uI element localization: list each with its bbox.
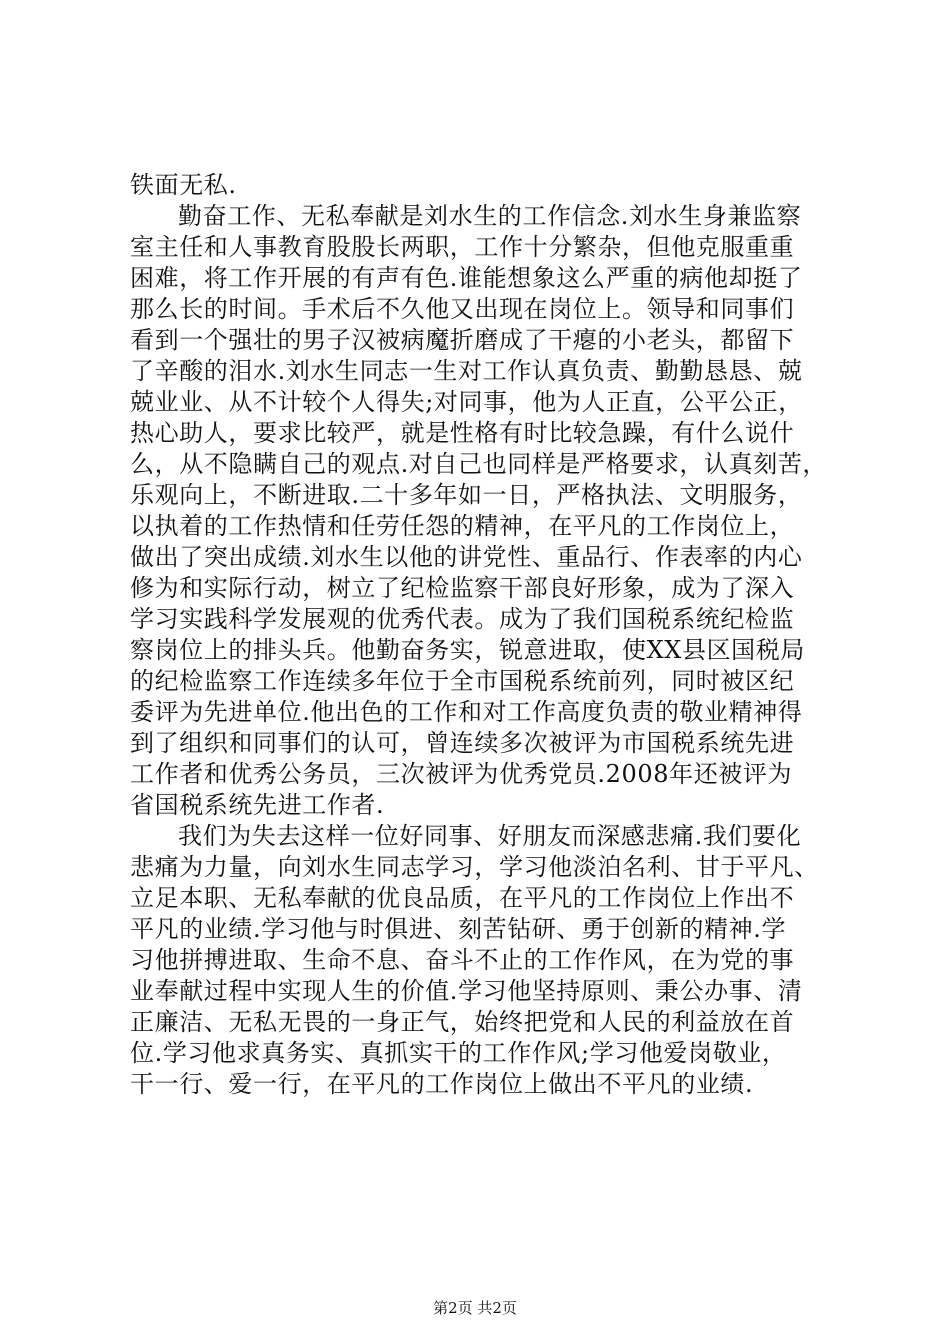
text-line: 学习实践科学发展观的优秀代表。成为了我们国税系统纪检监 xyxy=(130,605,795,633)
paragraph-1 xyxy=(130,170,830,201)
text-line: 习他拼搏进取、生命不息、奋斗不止的工作作风，在为党的事 xyxy=(130,946,795,974)
text-line: 干一行、爱一行，在平凡的工作岗位上做出不平凡的业绩. xyxy=(130,1070,754,1098)
text-line: 铁面无私. xyxy=(130,171,237,199)
text-line: 热心助人，要求比较严，就是性格有时比较急躁，有什么说什 xyxy=(130,419,795,447)
text-line: 省国税系统先进工作者. xyxy=(130,791,385,819)
text-line: 么，从不隐瞒自己的观点.对自己也同样是严格要求，认真刻苦， xyxy=(130,450,828,478)
text-line: 室主任和人事教育股股长两职，工作十分繁杂，但他克服重重 xyxy=(130,233,795,261)
text-line: 工作者和优秀公务员，三次被评为优秀党员.2008年还被评为 xyxy=(130,760,793,788)
document-body xyxy=(130,170,830,1100)
text-line: 那么长的时间。手术后不久他又出现在岗位上。领导和同事们 xyxy=(130,295,795,323)
text-line: 以执着的工作热情和任劳任怨的精神，在平凡的工作岗位上， xyxy=(130,512,795,540)
text-line: 我们为失去这样一位好同事、好朋友而深感悲痛.我们要化 xyxy=(178,822,802,850)
text-line: 勤奋工作、无私奉献是刘水生的工作信念.刘水生身兼监察 xyxy=(178,202,802,230)
text-line: 正廉洁、无私无畏的一身正气，始终把党和人民的利益放在首 xyxy=(130,1008,795,1036)
text-line: 乐观向上，不断进取.二十多年如一日，严格执法、文明服务， xyxy=(130,481,803,509)
text-line: 业奉献过程中实现人生的价值.学习他坚持原则、秉公办事、清 xyxy=(130,977,803,1005)
text-line: 的纪检监察工作连续多年位于全市国税系统前列，同时被区纪 xyxy=(130,667,795,695)
paragraph-3 xyxy=(130,821,830,1100)
text-line: 委评为先进单位.他出色的工作和对工作高度负责的敬业精神得 xyxy=(130,698,803,726)
text-line: 到了组织和同事们的认可，曾连续多次被评为市国税系统先进 xyxy=(130,729,795,757)
text-line: 立足本职、无私奉献的优良品质，在平凡的工作岗位上作出不 xyxy=(130,884,795,912)
paragraph-2 xyxy=(130,201,830,821)
page-number-footer: 第2页 共2页 xyxy=(433,1299,517,1317)
text-line: 位.学习他求真务实、真抓实干的工作作风;学习他爱岗敬业， xyxy=(130,1039,787,1067)
text-line: 看到一个强壮的男子汉被病魔折磨成了干瘪的小老头，都留下 xyxy=(130,326,795,354)
text-line: 察岗位上的排头兵。他勤奋务实，锐意进取，使XX县区国税局 xyxy=(130,636,805,664)
text-line: 平凡的业绩.学习他与时俱进、刻苦钻研、勇于创新的精神.学 xyxy=(130,915,787,943)
text-line: 修为和实际行动，树立了纪检监察干部良好形象，成为了深入 xyxy=(130,574,795,602)
text-line: 兢业业、从不计较个人得失;对同事，他为人正直，公平公正， xyxy=(130,388,803,416)
text-line: 了辛酸的泪水.刘水生同志一生对工作认真负责、勤勤恳恳、兢 xyxy=(130,357,803,385)
text-line: 悲痛为力量，向刘水生同志学习，学习他淡泊名利、甘于平凡、 xyxy=(130,853,819,881)
text-line: 做出了突出成绩.刘水生以他的讲党性、重品行、作表率的内心 xyxy=(130,543,803,571)
text-line: 困难，将工作开展的有声有色.谁能想象这么严重的病他却挺了 xyxy=(130,264,803,292)
